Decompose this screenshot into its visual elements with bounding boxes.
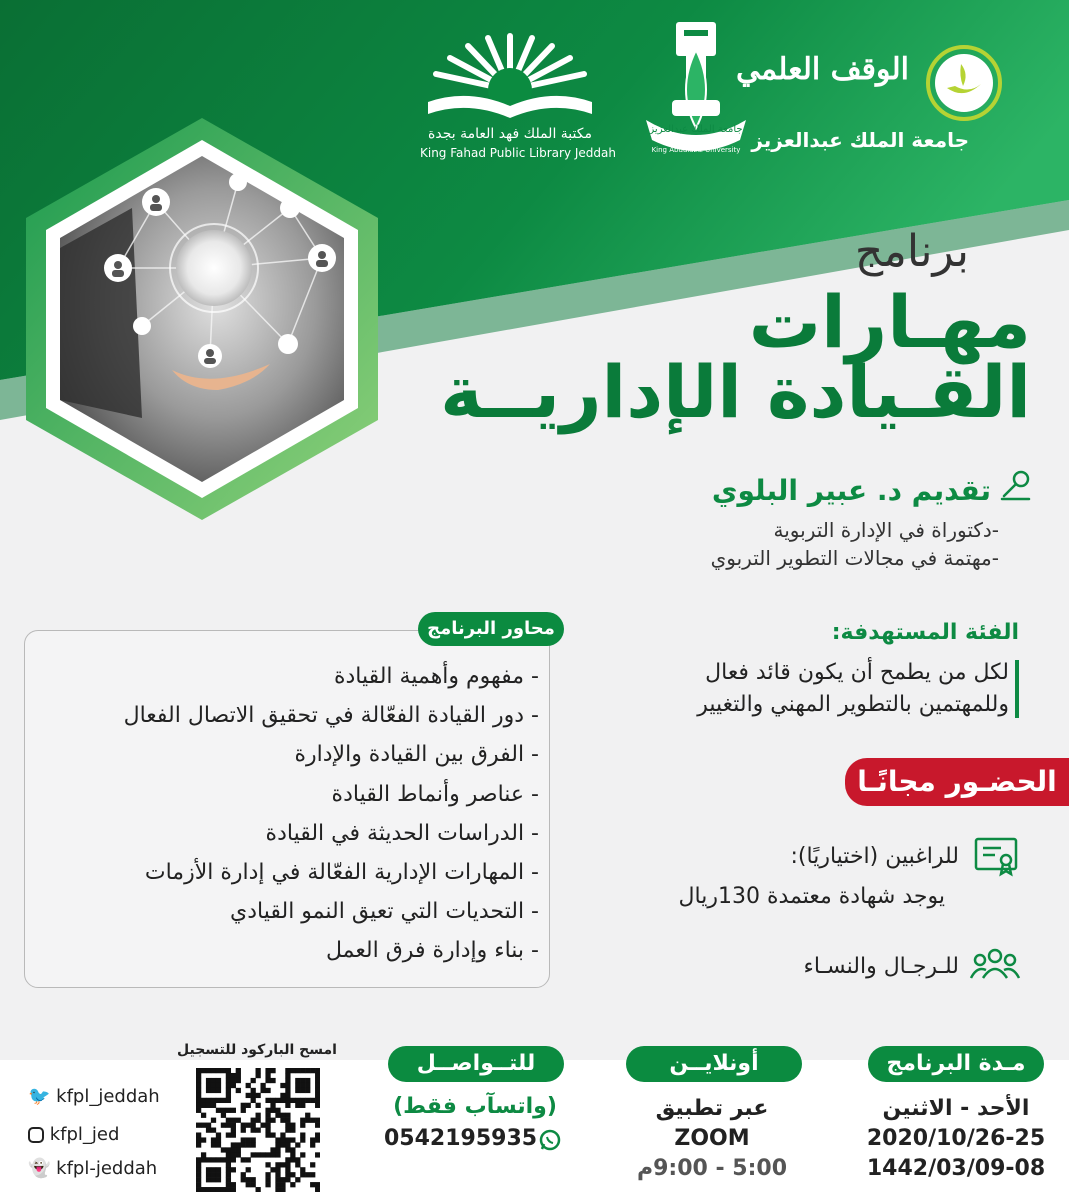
snapchat-handle[interactable] [28, 1158, 157, 1179]
presenter-name: تقديم د. عبير البلوي [711, 474, 991, 507]
instagram-icon [28, 1127, 44, 1143]
qr-caption: امسح الباركود للتسجيل [177, 1042, 337, 1058]
twitter-handle[interactable] [28, 1086, 160, 1107]
group-icon [969, 946, 1021, 982]
target-line-1: لكل من يطمح أن يكون قائد فعال [705, 660, 1009, 685]
program-title-line2: القـيادة الإداريــة [440, 350, 1031, 434]
axis-item: - المهارات الإدارية الفعّالة في إدارة الأزمات [144, 860, 539, 885]
online-line1: عبر تطبيق [655, 1096, 769, 1121]
axis-item: - الدراسات الحديثة في القيادة [265, 821, 539, 846]
presenter-bio-1: -دكتوراة في الإدارة التربوية [773, 518, 999, 542]
endowment-title: الوقف العلمي [735, 52, 909, 87]
duration-gregorian: 2020/10/26-25 [866, 1126, 1046, 1151]
microphone-icon [999, 468, 1033, 502]
leadership-network-image [22, 118, 382, 522]
axis-item: - دور القيادة الفعّالة في تحقيق الاتصال الفعال [123, 703, 539, 728]
twitter-icon: 🐦 [28, 1086, 51, 1107]
axis-item: - عناصر وأنماط القيادة [331, 782, 539, 807]
duration-days: الأحد - الاثنين [882, 1096, 1030, 1121]
audience-text: للـرجـال والنسـاء [803, 954, 959, 979]
program-title-line1: مهـارات [748, 280, 1031, 364]
kau-seal-text: جامعة الملك عبدالعزيز [649, 124, 743, 135]
presenter-bio-2: -مهتمة في مجالات التطوير التربوي [710, 546, 999, 570]
certificate-line-2: يوجد شهادة معتمدة 130ريال [678, 884, 945, 909]
instagram-handle-text: kfpl_jed [49, 1124, 120, 1145]
library-name-ar: مكتبة الملك فهد العامة بجدة [428, 126, 592, 142]
axis-item: - الفرق بين القيادة والإدارة [294, 742, 539, 767]
target-audience-title: الفئة المستهدفة: [831, 620, 1019, 645]
free-attendance-badge: الحضـور مجانًـا [845, 758, 1069, 806]
twitter-handle-text: kfpl_jeddah [56, 1086, 160, 1107]
whatsapp-icon [538, 1128, 562, 1152]
snapchat-icon: 👻 [28, 1158, 51, 1179]
online-line2: ZOOM [674, 1126, 750, 1151]
program-axes-title: محاور البرنامج [418, 612, 564, 646]
snapchat-handle-text: kfpl-jeddah [56, 1158, 158, 1179]
duration-hijri: 1442/03/09-08 [866, 1156, 1046, 1181]
library-logo-icon [418, 28, 602, 120]
kau-seal-en: King Abdulaziz University [651, 146, 741, 154]
axis-item: - مفهوم وأهمية القيادة [333, 664, 539, 689]
axis-item: - التحديات التي تعيق النمو القيادي [230, 899, 539, 924]
contact-note: (واتسآب فقط) [393, 1094, 557, 1119]
kau-seal-icon [636, 20, 756, 160]
target-accent-bar [1015, 660, 1019, 718]
contact-phone[interactable]: 0542195935 [384, 1126, 538, 1151]
axis-item: - بناء وإدارة فرق العمل [325, 938, 539, 963]
online-time: 5:00 - 9:00م [636, 1156, 788, 1181]
kau-name: جامعة الملك عبدالعزيز [751, 128, 969, 152]
library-name-en: King Fahad Public Library Jeddah [420, 146, 617, 160]
certificate-icon [973, 834, 1019, 878]
duration-label: مـدة البرنامج [868, 1046, 1044, 1082]
program-label: برنامج [854, 226, 969, 277]
instagram-handle[interactable] [28, 1124, 119, 1145]
endowment-logo-icon [925, 44, 1003, 122]
contact-label: للتــواصــل [388, 1046, 564, 1082]
certificate-line-1: للراغبين (اختياريًا): [790, 844, 959, 869]
online-label: أونلايــن [626, 1046, 802, 1082]
qr-code-icon[interactable] [196, 1068, 320, 1192]
target-line-2: وللمهتمين بالتطوير المهني والتغيير [697, 692, 1009, 717]
